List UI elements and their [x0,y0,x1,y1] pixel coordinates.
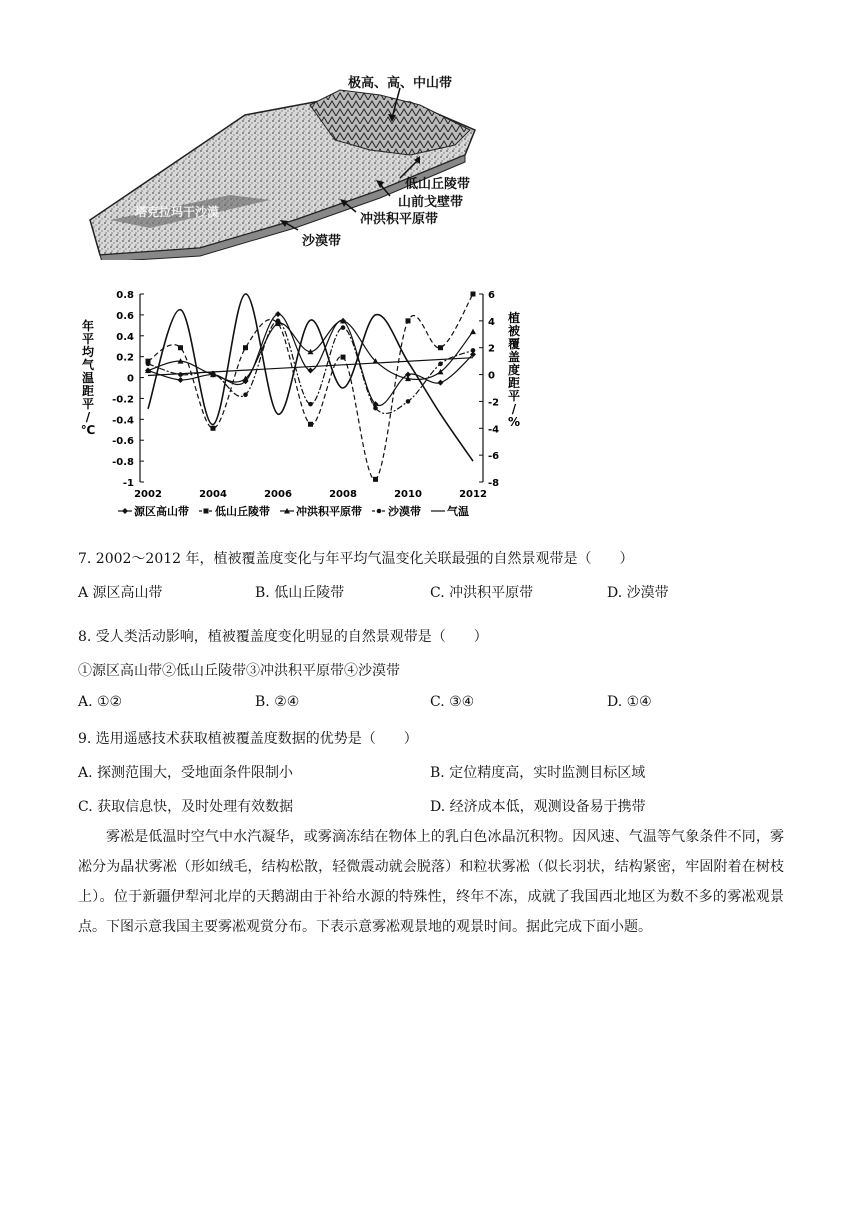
right-tick-label: -8 [488,478,500,489]
series-4-point [471,348,476,353]
question-9-stem: 9. 选用遥感技术获取植被覆盖度数据的优势是（ ） [78,731,418,747]
series-4-point [146,362,151,367]
left-tick-label: 0.2 [116,352,134,364]
left-axis-title-char: 平 [81,397,95,411]
series-2-point [308,422,313,427]
left-tick-label: -0.8 [112,457,134,469]
right-axis-title-char: / [511,402,517,416]
x-tick-label: 2012 [459,489,487,500]
passage-text: 雾凇是低温时空气中水汽凝华，或雾滴冻结在物体上的乳白色冰晶沉积物。因风速、气温等气象条件不同，雾凇分为晶状雾凇（形如绒毛，结构松散，轻微震动就会脱落）和粒状雾凇（似长羽状，结构紧密，牢固附着在树枝上）。位于新疆伊犁河北岸的天鹅湖由于补给水源的特殊性，终年不冻，成就了我国西北地区为数不多的雾凇观景点。下图示意我国主要雾凇观赏分布。下表示意雾凇观景地的观景时间。据此完成下面小题。 [78,829,784,935]
series-2-point [211,426,216,431]
series-2-point [373,477,378,482]
right-axis-title-char: 平 [507,389,521,403]
question-9-option-d[interactable]: D. 经济成本低，观测设备易于携带 [430,799,646,815]
legend-marker-2 [204,509,209,514]
right-axis-title-char: 植 [507,311,521,325]
x-tick-label: 2006 [264,489,292,500]
left-axis-title-char: 平 [81,332,95,346]
terrain-figure [80,60,500,260]
left-tick-label: -0.6 [112,436,134,448]
question-7-option-b[interactable]: B. 低山丘陵带 [255,585,345,601]
series-2-point [438,345,443,350]
right-tick-label: -2 [488,397,500,409]
right-axis-title-char: % [507,415,521,429]
x-tick-label: 2010 [394,489,422,500]
chart-svg [78,282,538,522]
left-axis-title-char: 距 [81,384,95,398]
right-axis-title [508,310,521,429]
series-4-point [373,406,378,411]
label-alluvial-plain-belt: 冲洪积平原带 [360,212,439,227]
series-2-point [471,292,476,297]
left-axis-title-char: 年 [81,319,95,333]
question-8-option-c[interactable]: C. ③④ [430,694,475,710]
series-2-point [178,345,183,350]
question-7-option-c[interactable]: C. 冲洪积平原带 [430,585,534,601]
series-4-point [406,399,411,404]
x-tick-label: 2008 [329,489,357,500]
series-1-point [308,368,314,374]
question-8-sub: ①源区高山带②低山丘陵带③冲洪积平原带④沙漠带 [78,663,400,679]
series-2-point [341,355,346,360]
question-8-option-d[interactable]: D. ①④ [607,694,652,710]
left-tick-label: -0.2 [112,394,134,406]
desert-name-label: 塔克拉玛干沙漠 [135,205,220,219]
question-8-stem: 8. 受人类活动影响，植被覆盖度变化明显的自然景观带是（ ） [78,629,488,645]
legend-label-1: 源区高山带 [134,505,189,518]
passage-block [78,822,784,942]
question-8-option-b[interactable]: B. ②④ [255,694,300,710]
label-desert-belt: 沙漠带 [302,234,342,249]
vegetation-temperature-chart [78,282,538,522]
left-tick-label: -1 [122,478,134,489]
label-high-mountain-belt: 极高、高、中山带 [348,76,453,91]
series-4-point [178,372,183,377]
right-tick-label: -4 [488,424,500,436]
legend-marker-4 [377,509,382,514]
series-4-point [211,371,216,376]
question-9-option-a[interactable]: A. 探测范围大，受地面条件限制小 [78,765,294,781]
left-axis-title-char: ℃ [80,423,96,437]
left-axis-title-char: / [85,410,91,424]
series-2-point [243,345,248,350]
right-tick-label: 4 [488,316,495,328]
left-axis-title-char: 气 [81,358,95,372]
right-axis-title-char: 距 [507,376,521,390]
right-tick-label: 6 [488,290,495,301]
question-9-option-b[interactable]: B. 定位精度高，实时监测目标区域 [430,765,646,781]
legend-label-2: 低山丘陵带 [215,505,270,518]
left-tick-label: 0.6 [116,310,134,322]
legend-marker-1 [122,508,128,514]
left-tick-label: 0.8 [116,290,134,301]
left-tick-label: -0.4 [112,415,134,427]
x-tick-label: 2002 [134,489,162,500]
series-4-point [243,392,248,397]
series-4-point [276,319,281,324]
x-tick-label: 2004 [199,489,227,500]
right-tick-label: 2 [488,343,495,355]
right-axis-title-char: 覆 [507,337,521,351]
right-tick-label: -6 [488,451,500,463]
label-gobi-belt: 山前戈壁带 [398,195,464,210]
question-7-stem: 7. 2002～2012 年，植被覆盖度变化与年平均气温变化关联最强的自然景观带是（ ） [78,551,634,567]
question-7-option-d[interactable]: D. 沙漠带 [607,585,669,601]
question-8-option-a[interactable]: A. ①② [78,694,123,710]
right-axis-title-char: 度 [507,363,521,377]
series-1-point [178,377,184,383]
series-1-point [275,311,281,317]
label-low-hill-belt: 低山丘陵带 [405,177,471,192]
right-axis-title-char: 被 [507,324,521,338]
question-7-option-a[interactable]: A 源区高山带 [78,585,163,601]
series-4-point [341,325,346,330]
left-axis-title-char: 均 [81,345,95,359]
series-4-point [438,362,443,367]
legend-label-5: 气温 [447,505,469,518]
right-axis-title-char: 盖 [507,350,521,364]
left-tick-label: 0.4 [116,331,134,343]
right-tick-label: 0 [488,370,495,382]
left-tick-label: 0 [127,373,134,385]
series-3-point [470,329,476,335]
left-axis-title-char: 温 [81,371,95,385]
question-9-option-c[interactable]: C. 获取信息快，及时处理有效数据 [78,799,294,815]
legend-label-3: 冲洪积平原带 [296,505,362,518]
series-4-point [308,402,313,407]
legend-label-4: 沙漠带 [388,505,421,518]
left-axis-title [81,318,96,437]
series-1-point [438,380,444,386]
series-2-point [406,318,411,323]
